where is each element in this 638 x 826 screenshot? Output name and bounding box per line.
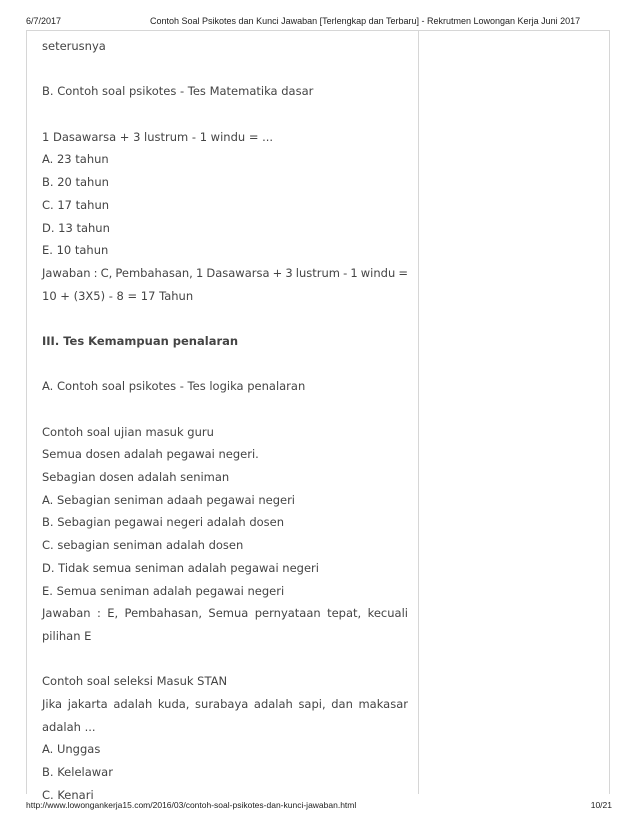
word: jakarta [67, 696, 108, 711]
word: adalah [253, 696, 293, 711]
print-page-title: Contoh Soal Psikotes dan Kunci Jawaban [Terlengkap dan Terbaru] - Rekrutmen Lowongan Kerja Juni 2017 [150, 16, 581, 26]
answer-option: E. 10 tahun [42, 243, 109, 258]
answer-option: E. Semua seniman adalah pegawai negeri [42, 583, 285, 598]
chapter-heading: III. Tes Kemampuan penalaran [42, 333, 239, 348]
word: kecuali [367, 606, 408, 621]
print-header [0, 16, 638, 30]
word: : [93, 265, 98, 280]
word: windu [360, 265, 396, 280]
word: E, [107, 606, 119, 621]
word: makasar [358, 696, 408, 711]
word: = [398, 265, 408, 280]
page-number: 10/21 [590, 800, 612, 810]
word: dan [331, 696, 353, 711]
word: Dasawarsa [206, 265, 270, 280]
print-footer [0, 800, 638, 814]
word: sapi, [298, 696, 326, 711]
question-title: Contoh soal ujian masuk guru [42, 424, 214, 439]
answer-option: B. 20 tahun [42, 175, 109, 190]
answer-option: C. Kenari [42, 787, 94, 802]
question-title: Contoh soal seleksi Masuk STAN [42, 674, 228, 689]
answer-option: C. sebagian seniman adalah dosen [42, 538, 244, 553]
section-heading: B. Contoh soal psikotes - Tes Matematika dasar [42, 84, 314, 99]
answer-option: B. Kelelawar [42, 765, 113, 779]
word: adalah [113, 696, 153, 711]
question-text [42, 693, 408, 716]
word: 1 [350, 265, 358, 280]
article-body [42, 35, 408, 806]
answer-option: B. Sebagian pegawai negeri adalah dosen [42, 515, 285, 530]
word: pernyataan [254, 606, 321, 621]
answer-explanation [42, 602, 408, 625]
word: - [343, 265, 348, 280]
word: Semua [208, 606, 249, 621]
word: tepat, [327, 606, 362, 621]
answer-explanation-cont: 10 + (3X5) - 8 = 17 Tahun [42, 288, 194, 303]
word: + [272, 265, 283, 280]
word: Pembahasan, [124, 606, 203, 621]
word: Jawaban [42, 606, 91, 621]
answer-option: A. Sebagian seniman adaah pegawai negeri [42, 492, 295, 507]
word: 1 [195, 265, 204, 280]
print-url: http://www.lowongankerja15.com/2016/03/contoh-soal-psikotes-dan-kunci-jawaban.html [26, 800, 357, 810]
text-line: seterusnya [42, 39, 106, 53]
question-text: 1 Dasawarsa + 3 lustrum - 1 windu = ... [42, 129, 274, 144]
word: Jawaban [42, 265, 91, 280]
sidebar-divider [418, 30, 419, 794]
section-heading: A. Contoh soal psikotes - Tes logika penalaran [42, 379, 306, 394]
word: Jika [42, 696, 63, 711]
answer-option: A. 23 tahun [42, 152, 109, 167]
answer-option: A. Unggas [42, 742, 101, 757]
question-text-cont: adalah ... [42, 719, 96, 734]
word: surabaya [195, 696, 249, 711]
answer-explanation [42, 262, 408, 285]
answer-option: D. Tidak semua seniman adalah pegawai negeri [42, 560, 319, 575]
premise-text: Semua dosen adalah pegawai negeri. [42, 447, 259, 462]
premise-text: Sebagian dosen adalah seniman [42, 470, 230, 485]
print-date: 6/7/2017 [26, 16, 62, 26]
word: : [96, 606, 101, 621]
word: lustrum [295, 265, 340, 280]
answer-option: C. 17 tahun [42, 197, 110, 212]
answer-explanation-cont: pilihan E [42, 628, 92, 643]
word: Pembahasan, [115, 265, 193, 280]
word: C, [100, 265, 113, 280]
answer-option: D. 13 tahun [42, 220, 110, 235]
word: kuda, [157, 696, 190, 711]
word: 3 [285, 265, 293, 280]
